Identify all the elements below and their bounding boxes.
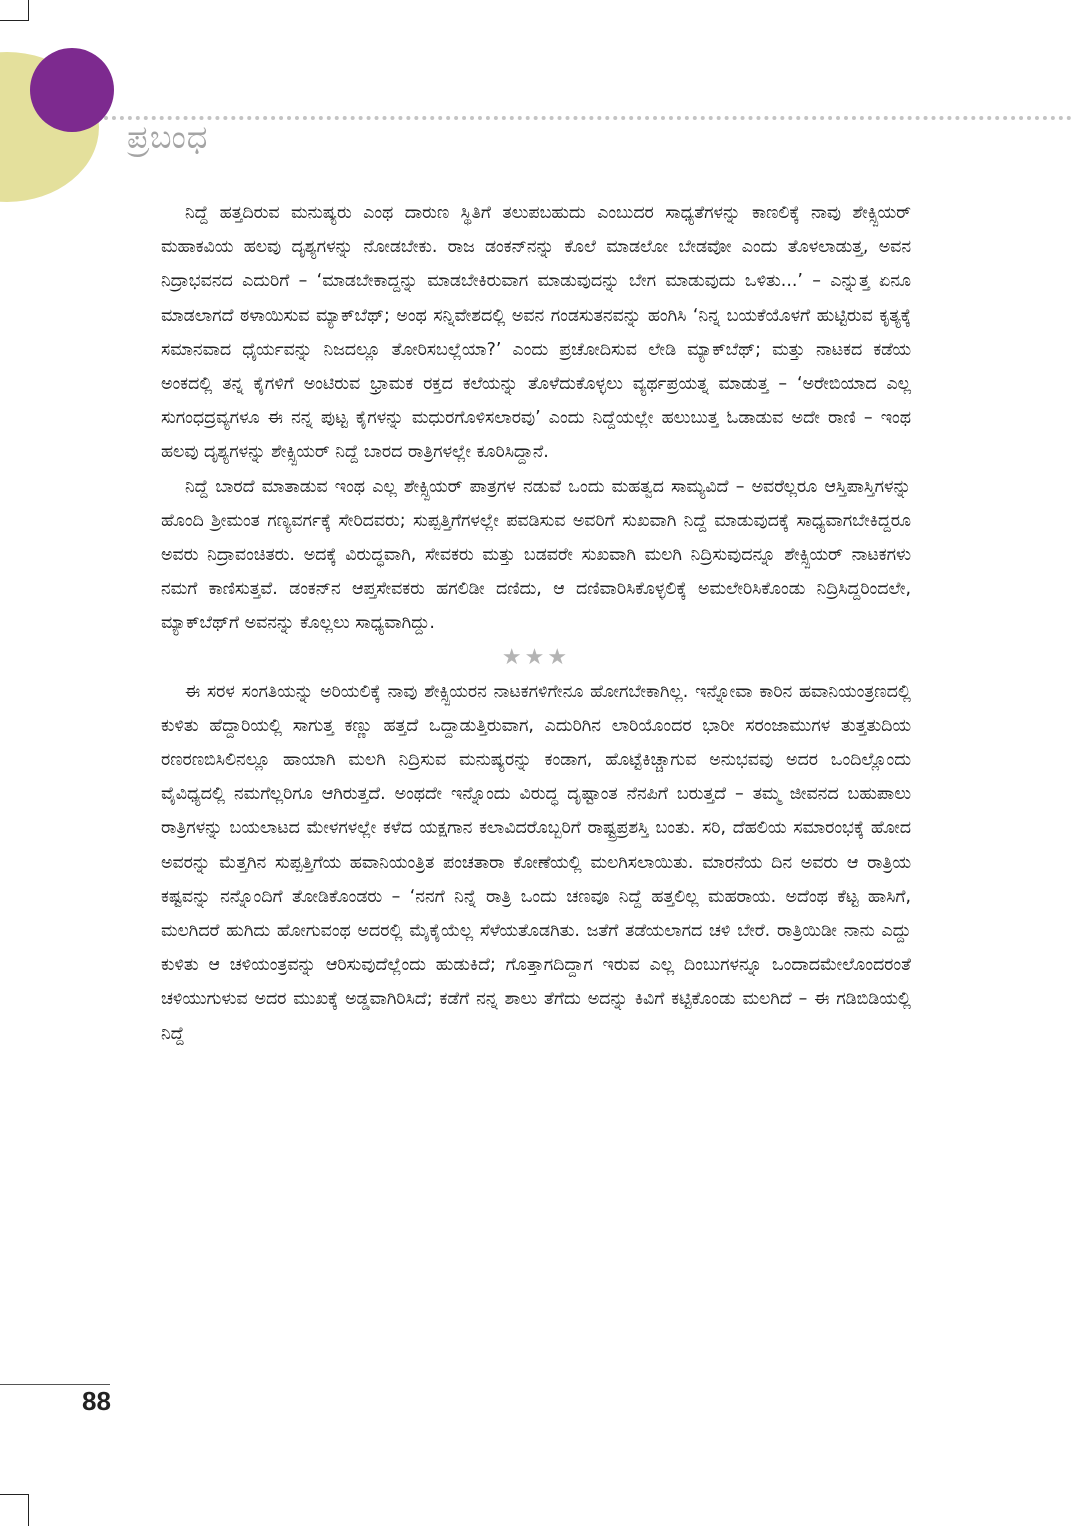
footer-rule (0, 1384, 110, 1385)
article-body (161, 196, 911, 1051)
section-separator-stars: ★★★ (501, 644, 571, 670)
crop-mark-top-left (0, 0, 29, 21)
decorative-purple-circle (30, 48, 114, 132)
page-number: 88 (82, 1386, 111, 1416)
header-dotted-rule (104, 116, 1072, 120)
paragraph-3: ಈ ಸರಳ ಸಂಗತಿಯನ್ನು ಅರಿಯಲಿಕ್ಕೆ ನಾವು ಶೇಕ್ಸ್ಪಿಯರನ ನಾಟಕಗಳಿಗೇನೂ ಹೋಗಬೇಕಾಗಿಲ್ಲ. ಇನ್ನೋವಾ ಕಾರಿನ ಹವಾನಿಯಂತ್ರಣದಲ್ಲಿ ಕುಳಿತು ಹೆದ್ದಾರಿಯಲ್ಲಿ ಸಾಗುತ್ತ ಕಣ್ಣು ಹತ್ತದೆ ಒದ್ದಾಡುತ್ತಿರುವಾಗ, ಎದುರಿಗಿನ ಲಾರಿಯೊಂದರ ಭಾರೀ ಸರಂಜಾಮುಗಳ ತುತ್ತತುದಿಯ ರಣರಣಬಿಸಿಲಿನಲ್ಲೂ ಹಾಯಾಗಿ ಮಲಗಿ ನಿದ್ರಿಸುವ ಮನುಷ್ಯರನ್ನು ಕಂಡಾಗ, ಹೊಟ್ಟೆಕಿಚ್ಚಾಗುವ ಅನುಭವವು ಅದರ ಒಂದಿಲ್ಲೊಂದು ವೈವಿಧ್ಯದಲ್ಲಿ ನಮಗೆಲ್ಲರಿಗೂ ಆಗಿರುತ್ತದೆ. ಅಂಥದೇ ಇನ್ನೊಂದು ವಿರುದ್ಧ ದೃಷ್ಟಾಂತ ನೆನಪಿಗೆ ಬರುತ್ತದೆ – ತಮ್ಮ ಜೀವನದ ಬಹುಪಾಲು ರಾತ್ರಿಗಳನ್ನು ಬಯಲಾಟದ ಮೇಳಗಳಲ್ಲೇ ಕಳೆದ ಯಕ್ಷಗಾನ ಕಲಾವಿದರೊಬ್ಬರಿಗೆ ರಾಷ್ಟ್ರಪ್ರಶಸ್ತಿ ಬಂತು. ಸರಿ, ದೆಹಲಿಯ ಸಮಾರಂಭಕ್ಕೆ ಹೋದ ಅವರನ್ನು ಮೆತ್ತಗಿನ ಸುಪ್ಪತ್ತಿಗೆಯ ಹವಾನಿಯಂತ್ರಿತ ಪಂಚತಾರಾ ಕೋಣೆಯಲ್ಲಿ ಮಲಗಿಸಲಾಯಿತು. ಮಾರನೆಯ ದಿನ ಅವರು ಆ ರಾತ್ರಿಯ ಕಷ್ಟವನ್ನು ನನ್ನೊಂದಿಗೆ ತೋಡಿಕೊಂಡರು – ‘ನನಗೆ ನಿನ್ನೆ ರಾತ್ರಿ ಒಂದು ಚಣವೂ ನಿದ್ದೆ ಹತ್ತಲಿಲ್ಲ ಮಹರಾಯ. ಅದೆಂಥ ಕೆಟ್ಟ ಹಾಸಿಗೆ, ಮಲಗಿದರೆ ಹುಗಿದು ಹೋಗುವಂಥ ಅದರಲ್ಲಿ ಮೈಕೈಯೆಲ್ಲ ಸೆಳೆಯತೊಡಗಿತು. ಜತೆಗೆ ತಡೆಯಲಾಗದ ಚಳಿ ಬೇರೆ. ರಾತ್ರಿಯಿಡೀ ನಾನು ಎದ್ದು ಕುಳಿತು ಆ ಚಳಿಯಂತ್ರವನ್ನು ಆರಿಸುವುದೆಲ್ಲೆಂದು ಹುಡುಕಿದೆ; ಗೊತ್ತಾಗದಿದ್ದಾಗ ಇರುವ ಎಲ್ಲ ದಿಂಬುಗಳನ್ನೂ ಒಂದಾದಮೇಲೊಂದರಂತೆ ಚಳಿಯುಗುಳುವ ಅದರ ಮುಖಕ್ಕೆ ಅಡ್ಡವಾಗಿರಿಸಿದೆ; ಕಡೆಗೆ ನನ್ನ ಶಾಲು ತೆಗೆದು ಅದನ್ನು ಕಿವಿಗೆ ಕಟ್ಟಿಕೊಂಡು ಮಲಗಿದೆ – ಈ ಗಡಿಬಿಡಿಯಲ್ಲಿ ನಿದ್ದೆ (161, 681, 911, 1044)
paragraph-1: ನಿದ್ದೆ ಹತ್ತದಿರುವ ಮನುಷ್ಯರು ಎಂಥ ದಾರುಣ ಸ್ಥಿತಿಗೆ ತಲುಪಬಹುದು ಎಂಬುದರ ಸಾಧ್ಯತೆಗಳನ್ನು ಕಾಣಲಿಕ್ಕೆ ನಾವು ಶೇಕ್ಸ್ಪಿಯರ್ ಮಹಾಕವಿಯ ಹಲವು ದೃಶ್ಯಗಳನ್ನು ನೋಡಬೇಕು. ರಾಜ ಡಂಕನ್‌ನನ್ನು ಕೊಲೆ ಮಾಡಲೋ ಬೇಡವೋ ಎಂದು ತೊಳಲಾಡುತ್ತ, ಅವನ ನಿದ್ರಾಭವನದ ಎದುರಿಗೆ – ‘ಮಾಡಬೇಕಾದ್ದನ್ನು ಮಾಡಬೇಕಿರುವಾಗ ಮಾಡುವುದನ್ನು ಬೇಗ ಮಾಡುವುದು ಒಳಿತು...’ – ಎನ್ನುತ್ತ ಏನೂ ಮಾಡಲಾಗದೆ ಠಳಾಯಿಸುವ ಮ್ಯಾಕ್‌ಬೆಥ್; ಅಂಥ ಸನ್ನಿವೇಶದಲ್ಲಿ ಅವನ ಗಂಡಸುತನವನ್ನು ಹಂಗಿಸಿ ‘ನಿನ್ನ ಬಯಕೆಯೊಳಗೆ ಹುಟ್ಟಿರುವ ಕೃತ್ಯಕ್ಕೆ ಸಮಾನವಾದ ಧೈರ್ಯವನ್ನು ನಿಜದಲ್ಲೂ ತೋರಿಸಬಲ್ಲೆಯಾ?’ ಎಂದು ಪ್ರಚೋದಿಸುವ ಲೇಡಿ ಮ್ಯಾಕ್‌ಬೆಥ್; ಮತ್ತು ನಾಟಕದ ಕಡೆಯ ಅಂಕದಲ್ಲಿ ತನ್ನ ಕೈಗಳಿಗೆ ಅಂಟಿರುವ ಭ್ರಾಮಕ ರಕ್ತದ ಕಲೆಯನ್ನು ತೊಳೆದುಕೊಳ್ಳಲು ವ್ಯರ್ಥಪ್ರಯತ್ನ ಮಾಡುತ್ತ – ‘ಅರೇಬಿಯಾದ ಎಲ್ಲ ಸುಗಂಧದ್ರವ್ಯಗಳೂ ಈ ನನ್ನ ಪುಟ್ಟ ಕೈಗಳನ್ನು ಮಧುರಗೊಳಿಸಲಾರವು’ ಎಂದು ನಿದ್ದೆಯಲ್ಲೇ ಹಲುಬುತ್ತ ಓಡಾಡುವ ಅದೇ ರಾಣಿ – ಇಂಥ ಹಲವು ದೃಶ್ಯಗಳನ್ನು ಶೇಕ್ಸ್ಪಿಯರ್ ನಿದ್ದೆ ಬಾರದ ರಾತ್ರಿಗಳಲ್ಲೇ ಕೂರಿಸಿದ್ದಾನೆ. (161, 203, 911, 463)
paragraph-2: ನಿದ್ದೆ ಬಾರದೆ ಮಾತಾಡುವ ಇಂಥ ಎಲ್ಲ ಶೇಕ್ಸ್ಪಿಯರ್ ಪಾತ್ರಗಳ ನಡುವೆ ಒಂದು ಮಹತ್ವದ ಸಾಮ್ಯವಿದೆ – ಅವರೆಲ್ಲರೂ ಆಸ್ತಿಪಾಸ್ತಿಗಳನ್ನು ಹೊಂದಿ ಶ್ರೀಮಂತ ಗಣ್ಯವರ್ಗಕ್ಕೆ ಸೇರಿದವರು; ಸುಪ್ಪತ್ತಿಗೆಗಳಲ್ಲೇ ಪವಡಿಸುವ ಅವರಿಗೆ ಸುಖವಾಗಿ ನಿದ್ದೆ ಮಾಡುವುದಕ್ಕೆ ಸಾಧ್ಯವಾಗಬೇಕಿದ್ದರೂ ಅವರು ನಿದ್ರಾವಂಚಿತರು. ಅದಕ್ಕೆ ವಿರುದ್ಧವಾಗಿ, ಸೇವಕರು ಮತ್ತು ಬಡವರೇ ಸುಖವಾಗಿ ಮಲಗಿ ನಿದ್ರಿಸುವುದನ್ನೂ ಶೇಕ್ಸ್ಪಿಯರ್ ನಾಟಕಗಳು ನಮಗೆ ಕಾಣಿಸುತ್ತವೆ. ಡಂಕನ್‌ನ ಆಪ್ತಸೇವಕರು ಹಗಲಿಡೀ ದಣಿದು, ಆ ದಣಿವಾರಿಸಿಕೊಳ್ಳಲಿಕ್ಕೆ ಅಮಲೇರಿಸಿಕೊಂಡು ನಿದ್ರಿಸಿದ್ದರಿಂದಲೇ, ಮ್ಯಾಕ್‌ಬೆಥ್‌ಗೆ ಅವನನ್ನು ಕೊಲ್ಲಲು ಸಾಧ್ಯವಾಗಿದ್ದು. (161, 476, 911, 634)
crop-mark-bottom-left (0, 1494, 29, 1526)
section-title: ಪ್ರಬಂಧ (127, 118, 209, 156)
